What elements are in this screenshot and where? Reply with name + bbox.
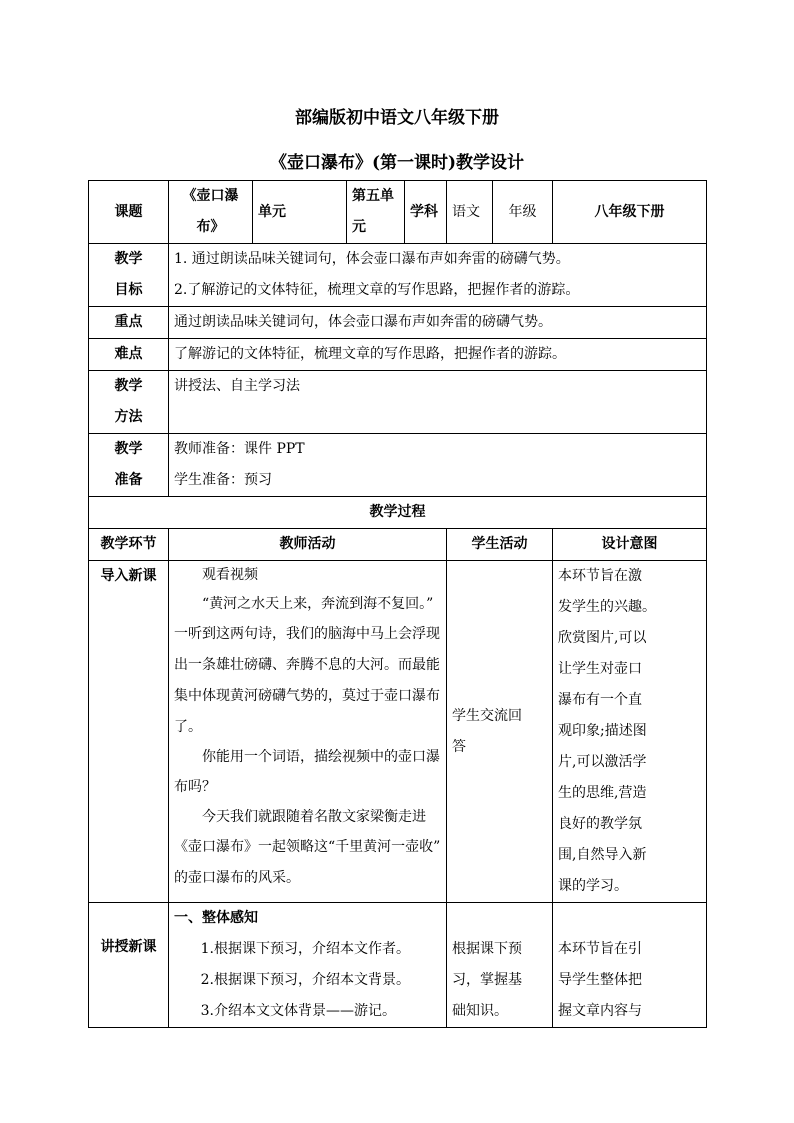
lecture-item-2: 2.根据课下预习，介绍本文背景。 <box>200 972 410 988</box>
grade-value: 八年级下册 <box>553 181 707 244</box>
intro-stage: 导入新课 <box>89 561 169 903</box>
prep-row <box>89 434 707 497</box>
lecture-teacher-activity <box>169 903 447 1028</box>
discipline-label: 学科 <box>405 181 447 244</box>
intro-row <box>89 561 707 903</box>
difficulty-row <box>89 339 707 371</box>
key-point-row <box>89 307 707 339</box>
unit-label: 单元 <box>253 181 347 244</box>
lecture-row <box>89 903 707 1028</box>
lecture-item-3: 3.介绍本文文体背景——游记。 <box>200 1003 396 1019</box>
goals-content <box>169 244 707 307</box>
key-point-label: 重点 <box>89 307 169 339</box>
difficulty-text: 了解游记的文体特征，梳理文章的写作思路，把握作者的游踪。 <box>169 339 707 371</box>
header-intent: 设计意图 <box>553 529 707 561</box>
grade-label: 年级 <box>493 181 553 244</box>
method-label: 教学 方法 <box>89 371 169 434</box>
lecture-stage: 讲授新课 <box>89 903 169 1028</box>
process-header-row <box>89 529 707 561</box>
lesson-title-value: 《壶口瀑布》 <box>169 181 253 244</box>
discipline-value: 语文 <box>447 181 493 244</box>
document-title: 部编版初中语文八年级下册 <box>295 108 499 128</box>
document-subtitle: 《壶口瀑布》(第一课时)教学设计 <box>269 153 525 173</box>
intro-design-intent: 本环节旨在激 发学生的兴趣。 欣赏图片,可以 让学生对壶口 瀑布有一个直 观印象;描述图 片,可以激活学 生的思维,营造 良好的教学氛 围,自然导入新 课的学习。 <box>553 561 707 903</box>
subject-label: 课题 <box>89 181 169 244</box>
lecture-item-1: 1.根据课下预习，介绍本文作者。 <box>200 941 410 957</box>
process-title: 教学过程 <box>89 497 707 529</box>
method-text: 讲授法、自主学习法 <box>169 371 707 434</box>
intro-student-activity: 学生交流回 答 <box>447 561 553 903</box>
lecture-design-intent: 本环节旨在引 导学生整体把 握文章内容与 <box>553 903 707 1028</box>
teacher-prep: 教师准备：课件 PPT <box>174 441 305 457</box>
goals-row <box>89 244 707 307</box>
info-row <box>89 181 707 244</box>
lesson-plan-grid <box>88 180 707 1028</box>
header-student: 学生活动 <box>447 529 553 561</box>
method-row <box>89 371 707 434</box>
lecture-section-title: 一、整体感知 <box>174 910 258 926</box>
prep-content <box>169 434 707 497</box>
difficulty-label: 难点 <box>89 339 169 371</box>
prep-label: 教学 准备 <box>89 434 169 497</box>
key-point-text: 通过朗读品味关键词句，体会壶口瀑布声如奔雷的磅礴气势。 <box>169 307 707 339</box>
goal-2: 2.了解游记的文体特征，梳理文章的写作思路，把握作者的游踪。 <box>174 282 580 298</box>
header-stage: 教学环节 <box>89 529 169 561</box>
lecture-student-activity: 根据课下预 习，掌握基 础知识。 <box>447 903 553 1028</box>
process-title-row <box>89 497 707 529</box>
goal-1: 1. 通过朗读品味关键词句，体会壶口瀑布声如奔雷的磅礴气势。 <box>174 251 570 267</box>
goals-label: 教学 目标 <box>89 244 169 307</box>
unit-value: 第五单元 <box>347 181 405 244</box>
header-teacher: 教师活动 <box>169 529 447 561</box>
intro-teacher-activity: 观看视频 “黄河之水天上来，奔流到海不复回。” 一听到这两句诗，我们的脑海中马上会浮现 出一条雄壮磅礴、奔腾不息的大河。而最能 集中体现黄河磅礴气势的，莫过于壶口瀑布 了。 你能用一个词语，描绘视频中的壶口瀑 布吗？ 今天我们就跟随着名散文家梁衡走进 《壶口瀑布》一起领略这“千里黄河一壶收” 的壶口瀑布的风采。 <box>169 561 447 903</box>
student-prep: 学生准备：预习 <box>174 472 272 488</box>
